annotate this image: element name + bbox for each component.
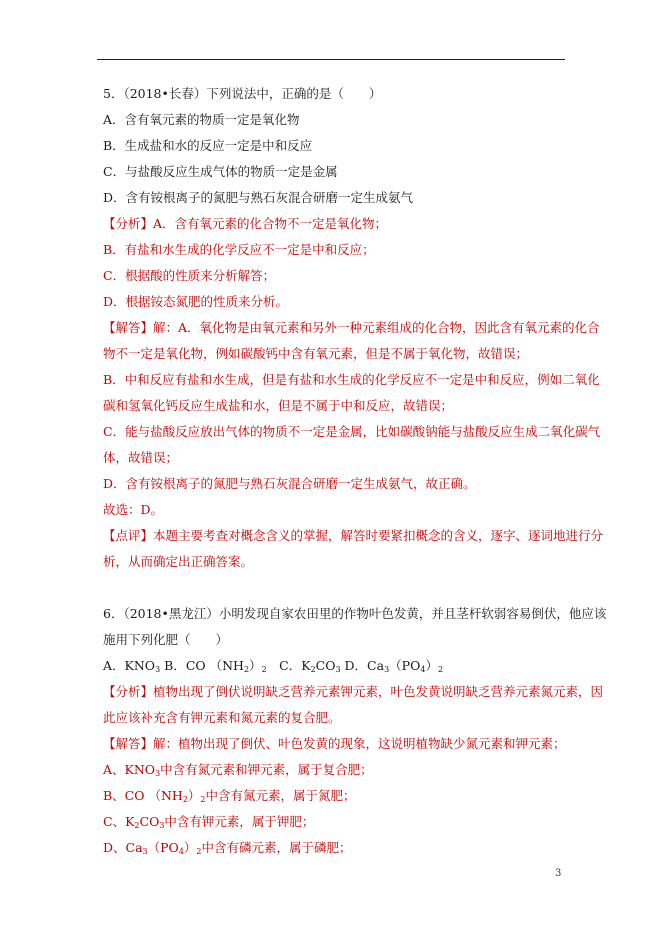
q6-stem-line: 6．（2018•黑龙江）小明发现自家农田里的作物叶色发黄，并且茎杆软弱容易倒伏，他应该 <box>103 606 607 621</box>
q6-options: A．$KNO_3$ B．CO $(NH_2)_2$ C．$K_2CO_3$ D．$Ca_3(PO_4)_2$ <box>103 658 444 674</box>
q5-solution-line: 体，故错误； <box>103 450 179 465</box>
q6-analysis-line: 此应该补充含有钾元素和氮元素的复合肥。 <box>103 710 341 725</box>
q5-option-c: C．与盐酸反应生成气体的物质一定是金属 <box>103 164 338 179</box>
q6-stem-line: 施用下列化肥（ ） <box>103 632 229 647</box>
page-number: 3 <box>555 868 562 879</box>
q5-stem: 5．（2018•长春）下列说法中，正确的是（ ） <box>103 86 382 101</box>
q6-solution-d: D、$Ca_3(PO_4)_2$中含有磷元素，属于磷肥； <box>103 840 352 856</box>
q6-solution-head: 【解答】解：植物出现了倒伏、叶色发黄的现象，这说明植物缺少氮元素和钾元素； <box>103 736 566 751</box>
q5-answer: 故选：D。 <box>103 502 164 517</box>
q6-analysis-line: 【分析】植物出现了倒伏说明缺乏营养元素钾元素，叶色发黄说明缺乏营养元素氮元素，因 <box>103 684 604 699</box>
q5-solution-line: D．含有铵根离子的氮肥与熟石灰混合研磨一定生成氨气，故正确。 <box>103 476 476 491</box>
q5-solution-line: 碳和氢氧化钙反应生成盐和水，但是不属于中和反应，故错误； <box>103 398 454 413</box>
q5-analysis-line: D．根据铵态氮肥的性质来分析。 <box>103 294 289 309</box>
q5-analysis-line: 【分析】A．含有氧元素的化合物不一定是氧化物； <box>103 216 388 231</box>
q5-option-a: A．含有氧元素的物质一定是氧化物 <box>103 112 300 127</box>
q5-comment-line: 析，从而确定出正确答案。 <box>103 554 254 569</box>
q5-option-b: B．生成盐和水的反应一定是中和反应 <box>103 138 313 153</box>
q5-comment-line: 【点评】本题主要考查对概念含义的掌握，解答时要紧扣概念的含义，逐字、逐词地进行分 <box>103 528 604 543</box>
q5-solution-line: 物不一定是氧化物，例如碳酸钙中含有氧元素，但是不属于氧化物，故错误； <box>103 346 529 361</box>
q6-solution-b: B、CO $(NH_2)_2$中含有氮元素，属于氮肥； <box>103 788 356 804</box>
q6-solution-c: C、$K_2CO_3$中含有钾元素，属于钾肥； <box>103 814 315 830</box>
q5-option-d: D．含有铵根离子的氮肥与熟石灰混合研磨一定生成氨气 <box>103 190 414 205</box>
q5-analysis-line: C．根据酸的性质来分析解答； <box>103 268 276 283</box>
q5-solution-line: C．能与盐酸反应放出气体的物质不一定是金属，比如碳酸钠能与盐酸反应生成二氧化碳气 <box>103 424 601 439</box>
q5-solution-line: 【解答】解：A．氧化物是由氧元素和另外一种元素组成的化合物，因此含有氧元素的化合 <box>103 320 600 335</box>
q5-analysis-line: B．有盐和水生成的化学反应不一定是中和反应； <box>103 242 375 257</box>
q6-solution-a: A、$KNO_3$中含有氮元素和钾元素，属于复合肥； <box>103 762 373 778</box>
q5-solution-line: B．中和反应有盐和水生成，但是有盐和水生成的化学反应不一定是中和反应，例如二氧化 <box>103 372 600 387</box>
header-rule <box>97 59 565 60</box>
